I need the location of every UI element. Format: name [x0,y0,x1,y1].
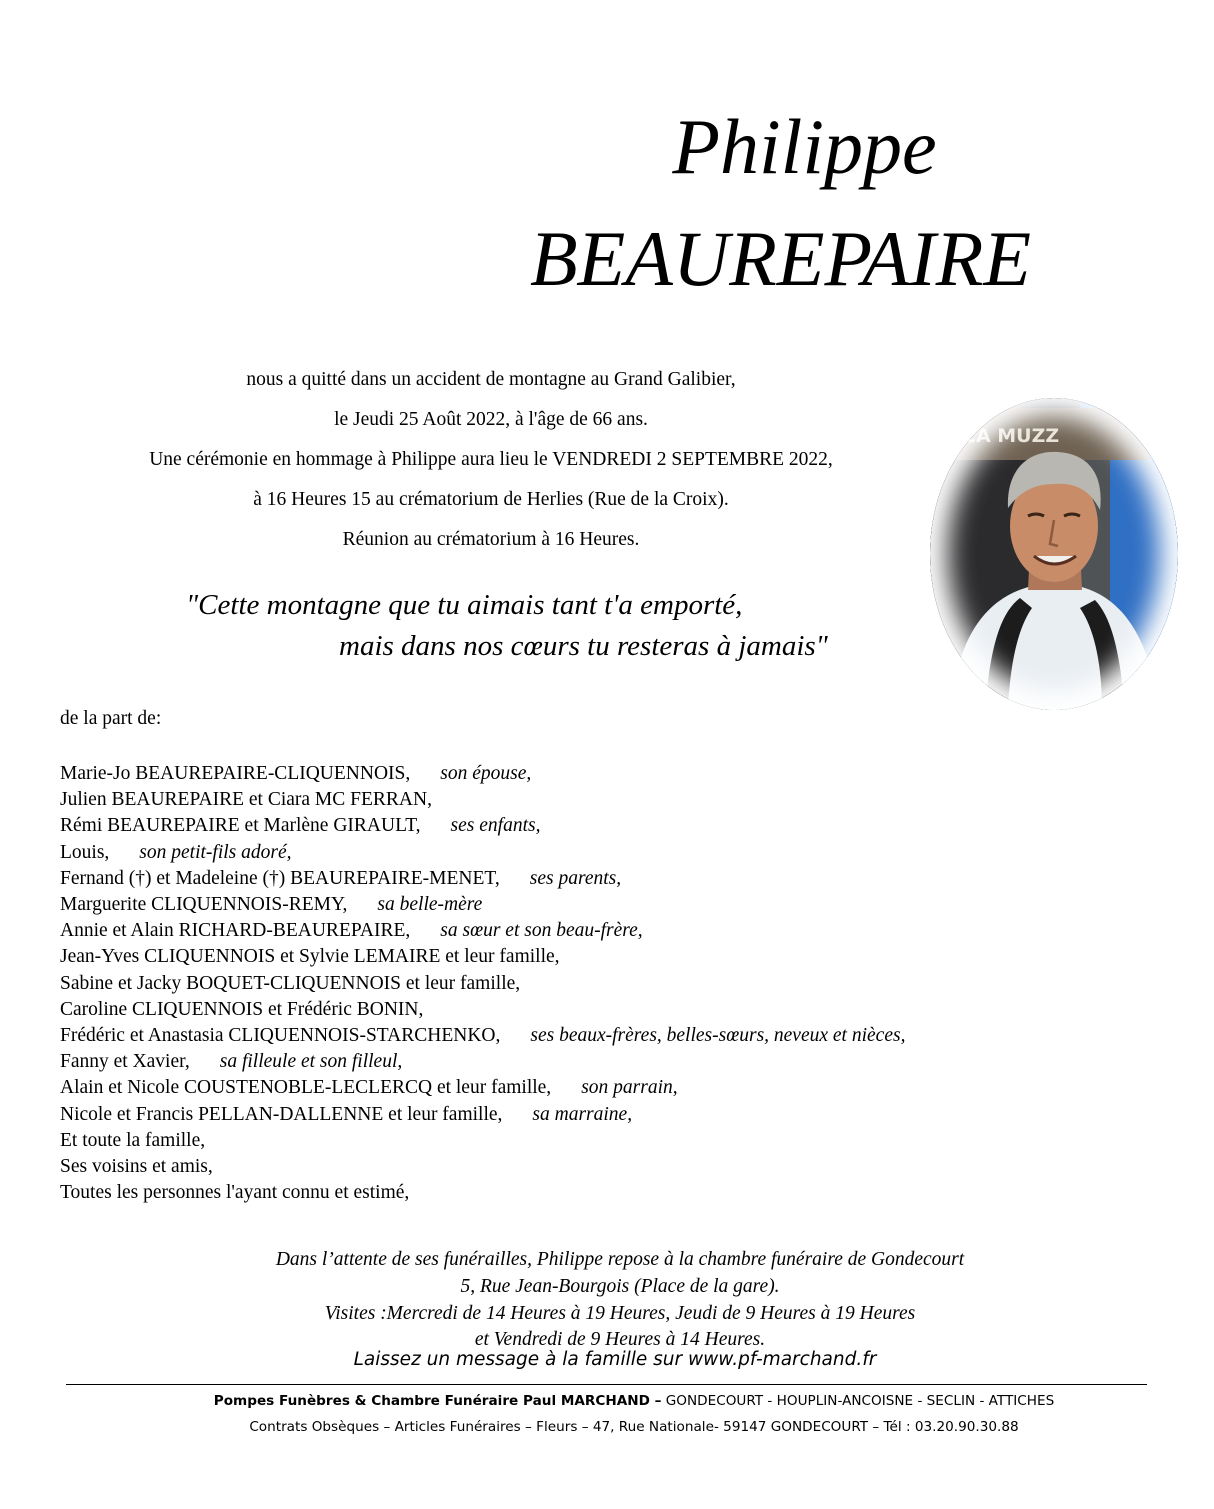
family-names: Sabine et Jacky BOQUET-CLIQUENNOIS et leur famille, [60,972,521,994]
sign-text: CA MUZZ [962,425,1060,447]
from-label: de la part de: [60,708,162,729]
family-entry [60,1102,905,1128]
first-name: Philippe [672,103,937,190]
family-relation: sa marraine, [532,1103,633,1125]
footer-company-line [0,1395,1214,1409]
family-relation: ses parents, [529,867,622,889]
quote-line-1: "Cette montagne que tu aimais tant t'a emporté, [186,589,743,621]
family-names: Jean-Yves CLIQUENNOIS et Sylvie LEMAIRE et leur famille, [60,946,560,968]
family-names: Fernand (†) et Madeleine (†) BEAUREPAIRE-MENET, [60,867,500,889]
family-relation: sa sœur et son beau-frère, [440,920,643,942]
family-names: Nicole et Francis PELLAN-DALLENNE et leur famille, [60,1103,503,1125]
family-entry [60,1049,905,1075]
announcement-line-1: nous a quitté dans un accident de montagne au Grand Galibier, [246,369,736,390]
family-relation: ses beaux-frères, belles-sœurs, neveux et nièces, [530,1025,906,1047]
family-relation: son épouse, [440,763,532,784]
family-entry [60,918,905,944]
family-names: Ses voisins et amis, [60,1156,213,1178]
last-name: BEAUREPAIRE [530,215,1032,302]
family-names: Fanny et Xavier, [60,1051,190,1073]
footer-divider [66,1384,1147,1385]
announcement-line-2: le Jeudi 25 Août 2022, à l'âge de 66 ans. [334,409,648,430]
family-relation: son petit-fils adoré, [139,841,292,863]
family-names: Frédéric et Anastasia CLIQUENNOIS-STARCHENKO, [60,1025,501,1047]
footer-towns: GONDECOURT - HOUPLIN-ANCOISNE - SECLIN - ATTICHES [661,1393,1055,1409]
family-entry [60,761,905,787]
family-entry [60,1128,905,1154]
family-names: Toutes les personnes l'ayant connu et estimé, [60,1182,410,1204]
family-names: Caroline CLIQUENNOIS et Frédéric BONIN, [60,998,424,1020]
footer-contact-line: Contrats Obsèques – Articles Funéraires – Fleurs – 47, Rue Nationale- 59147 GONDECOURT – Tél : 03.20.90.30.88 [249,1419,1019,1435]
family-entry [60,1180,905,1206]
family-list [60,761,905,1206]
announcement-line-4: à 16 Heures 15 au crématorium de Herlies (Rue de la Croix). [253,489,729,510]
family-names: Alain et Nicole COUSTENOBLE-LECLERCQ et leur famille, [60,1077,552,1099]
family-relation: ses enfants, [450,815,541,837]
family-entry [60,944,905,970]
quote-line-2: mais dans nos cœurs tu resteras à jamais" [339,630,828,662]
family-entry [60,787,905,813]
family-entry [60,1075,905,1101]
family-entry [60,813,905,839]
family-entry [60,866,905,892]
family-names: Louis, [60,841,110,863]
family-entry [60,892,905,918]
family-names: Marie-Jo BEAUREPAIRE-CLIQUENNOIS, [60,763,411,784]
details-line-3: Visites :Mercredi de 14 Heures à 19 Heures, Jeudi de 9 Heures à 19 Heures [324,1303,916,1324]
family-relation: son parrain, [581,1077,678,1099]
family-names: Julien BEAUREPAIRE et Ciara MC FERRAN, [60,789,432,811]
family-names: Rémi BEAUREPAIRE et Marlène GIRAULT, [60,815,421,837]
footer-company: Pompes Funèbres & Chambre Funéraire Paul MARCHAND – [213,1393,662,1409]
family-entry [60,971,905,997]
family-relation: sa filleule et son filleul, [219,1051,403,1073]
family-entry [60,1023,905,1049]
family-entry [60,840,905,866]
portrait-photo [930,398,1178,710]
family-entry [60,1154,905,1180]
family-names: Annie et Alain RICHARD-BEAUREPAIRE, [60,920,411,942]
details-line-1: Dans l’attente de ses funérailles, Philippe repose à la chambre funéraire de Gondecourt [275,1249,965,1270]
announcement-line-3: Une cérémonie en hommage à Philippe aura lieu le VENDREDI 2 SEPTEMBRE 2022, [149,449,833,470]
website-message: Laissez un message à la famille sur www.pf-marchand.fr [353,1349,877,1370]
family-names: Marguerite CLIQUENNOIS-REMY, [60,894,348,916]
family-entry [60,997,905,1023]
announcement-line-5: Réunion au crématorium à 16 Heures. [342,529,640,550]
family-names: Et toute la famille, [60,1129,206,1151]
details-line-2: 5, Rue Jean-Bourgois (Place de la gare). [460,1276,780,1297]
portrait-vignette [930,398,1178,710]
family-relation: sa belle-mère [377,894,483,916]
details-line-4: et Vendredi de 9 Heures à 14 Heures. [474,1329,766,1350]
